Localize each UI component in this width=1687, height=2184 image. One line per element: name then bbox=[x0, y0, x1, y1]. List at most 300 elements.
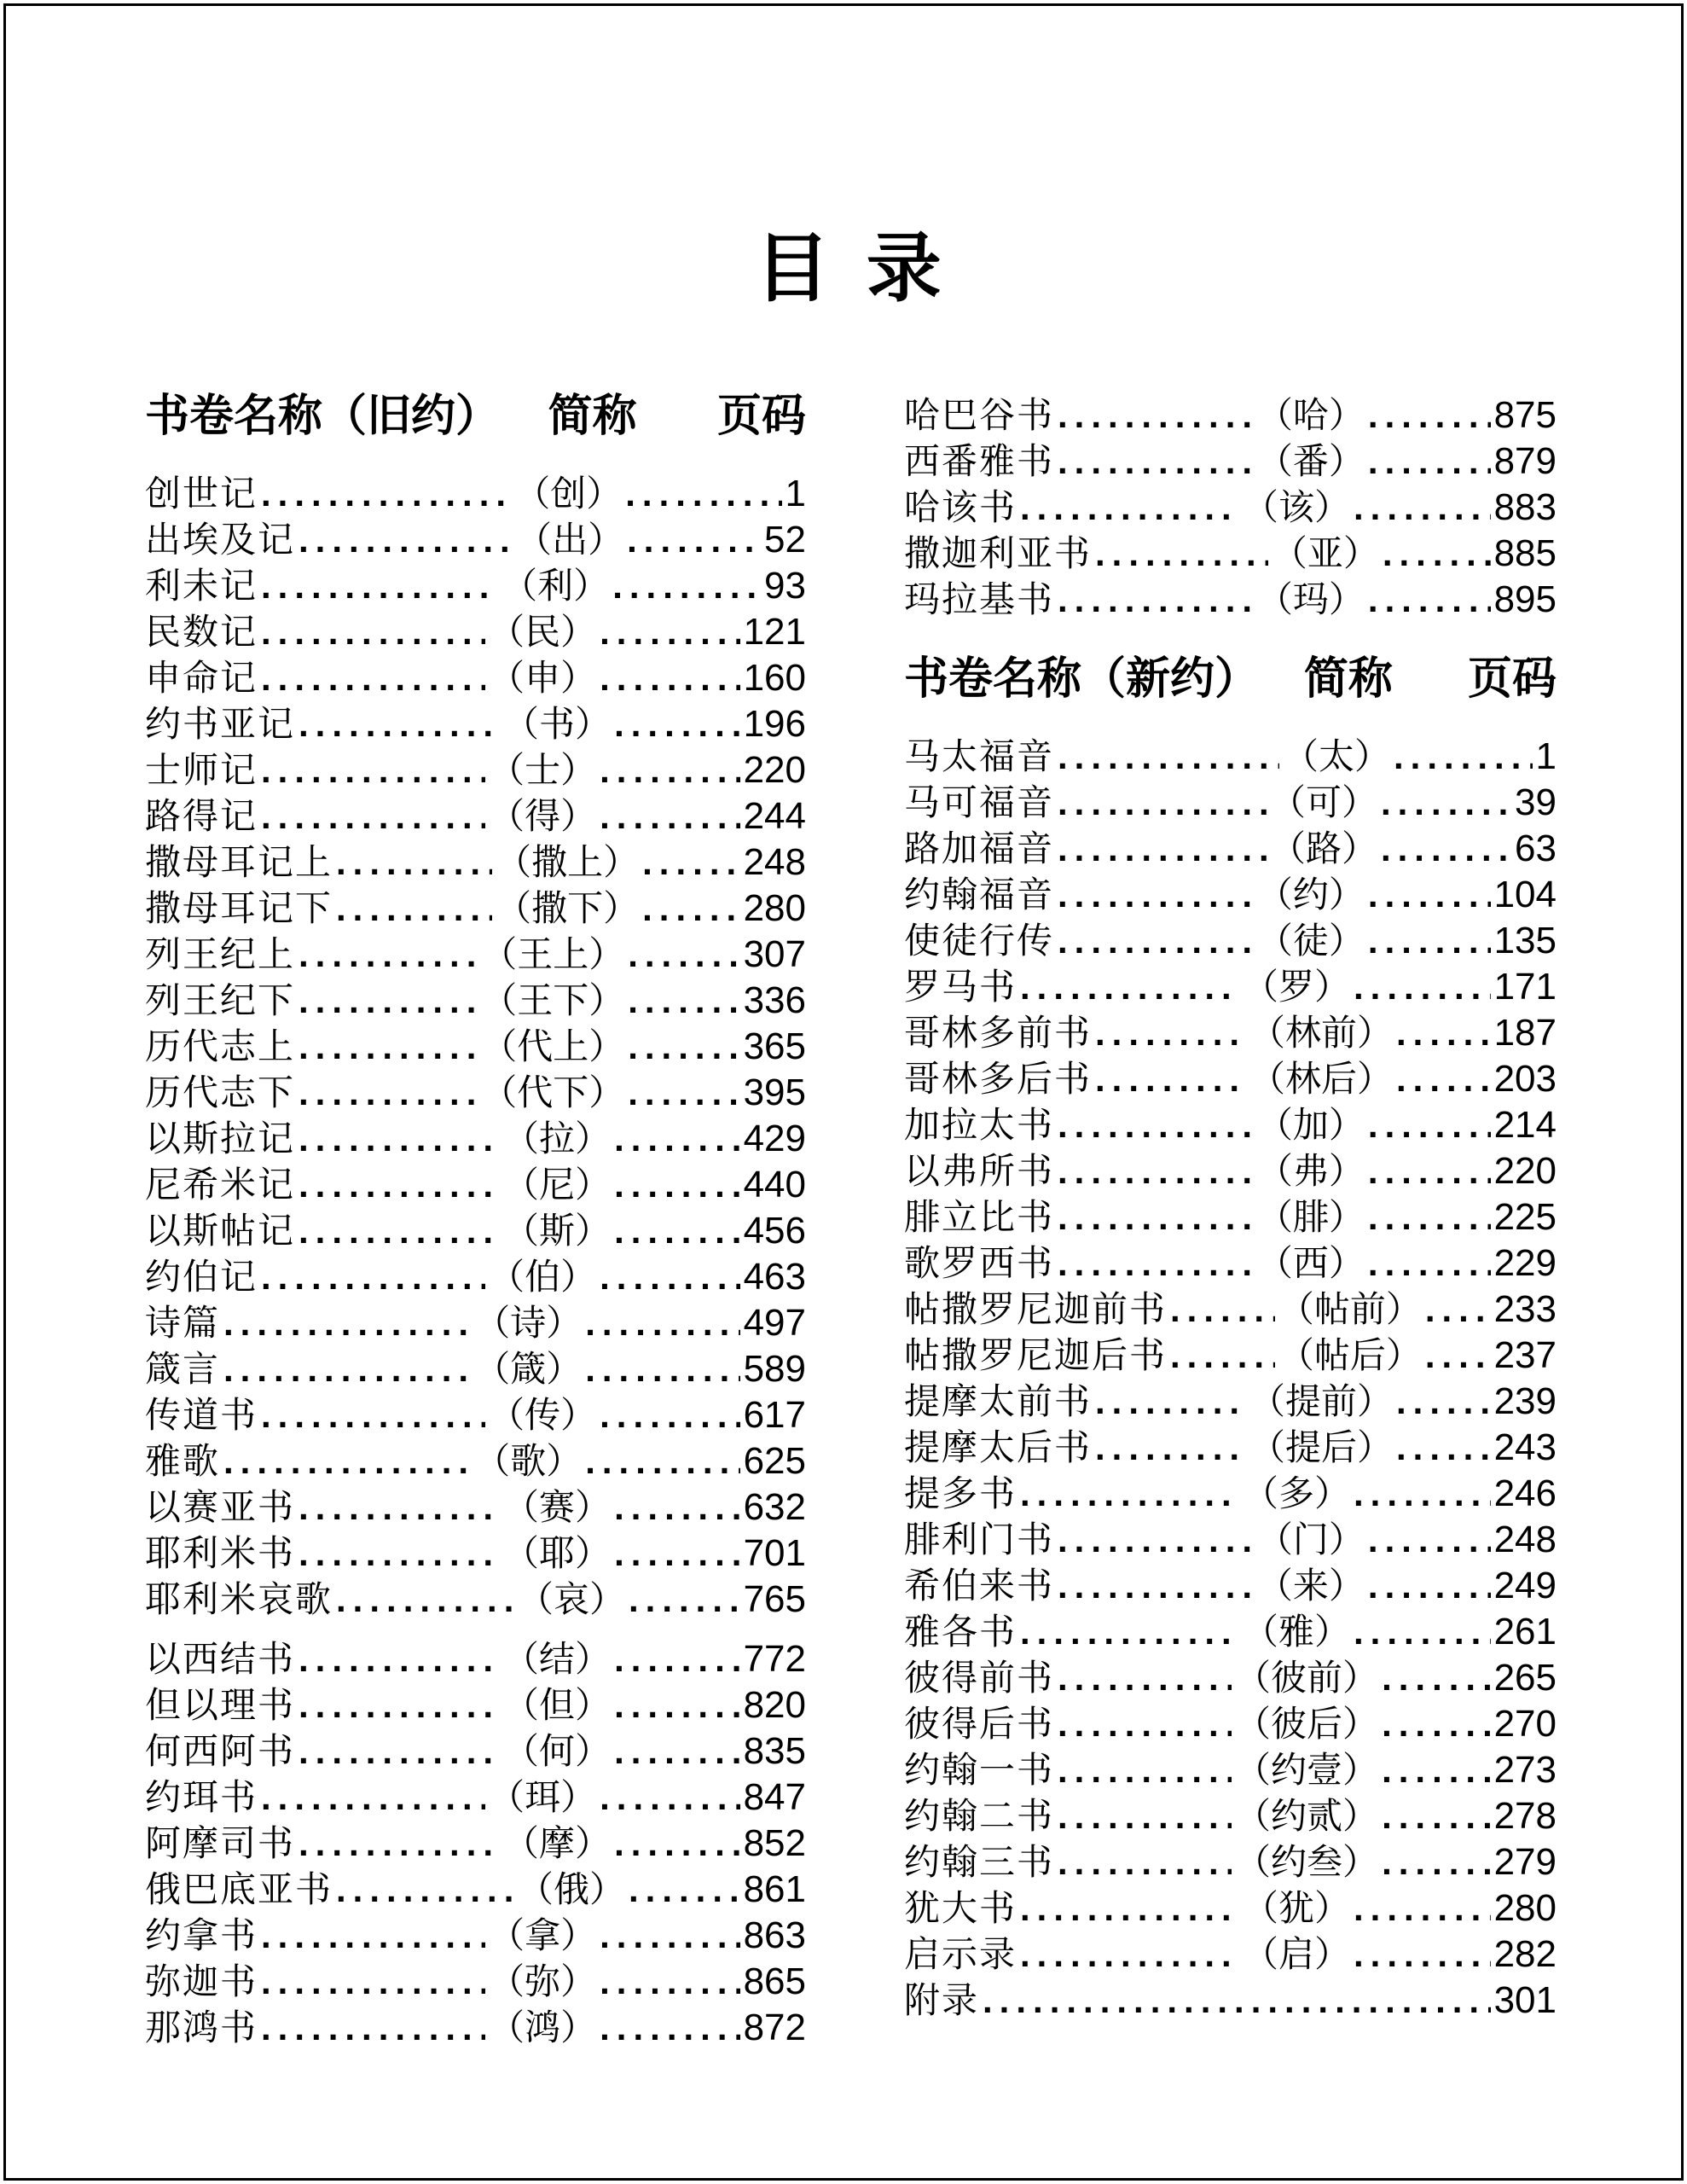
page-number: 395 bbox=[743, 1072, 806, 1113]
dot-leader bbox=[600, 793, 739, 839]
toc-row bbox=[904, 780, 1557, 826]
dot-leader bbox=[1396, 1425, 1491, 1471]
book-abbreviation: （斯） bbox=[503, 1211, 612, 1251]
toc-row bbox=[904, 1885, 1557, 1931]
page-number: 196 bbox=[743, 703, 806, 745]
book-abbreviation: （拉） bbox=[503, 1118, 612, 1159]
dot-leader bbox=[612, 563, 761, 609]
dot-leader bbox=[585, 1438, 739, 1484]
dot-leader bbox=[600, 1959, 739, 2005]
dot-leader bbox=[299, 1208, 500, 1254]
page-number: 885 bbox=[1493, 532, 1557, 574]
page-number: 879 bbox=[1493, 440, 1557, 482]
dot-leader bbox=[261, 609, 485, 655]
book-abbreviation: （书） bbox=[503, 704, 612, 744]
dot-leader bbox=[1396, 1056, 1491, 1102]
book-name: 路加福音 bbox=[904, 828, 1055, 868]
dot-leader bbox=[1020, 1885, 1239, 1931]
book-abbreviation: （拿） bbox=[489, 1915, 597, 1955]
book-abbreviation: （番） bbox=[1256, 441, 1365, 481]
page-number: 270 bbox=[1493, 1703, 1557, 1745]
column-label-abbreviation: 简称 bbox=[548, 390, 637, 442]
book-name: 约书亚记 bbox=[145, 704, 296, 744]
page-number: 895 bbox=[1493, 578, 1557, 620]
book-abbreviation: （弗） bbox=[1256, 1151, 1365, 1191]
book-abbreviation: （约） bbox=[1256, 874, 1365, 915]
dot-leader bbox=[261, 2005, 485, 2051]
dot-leader bbox=[1058, 439, 1254, 485]
book-abbreviation: （何） bbox=[503, 1731, 612, 1771]
dot-leader bbox=[1058, 1148, 1254, 1194]
dot-leader bbox=[629, 1867, 740, 1913]
toc-row bbox=[145, 471, 806, 517]
dot-leader bbox=[261, 747, 485, 793]
page-number: 497 bbox=[743, 1302, 806, 1344]
toc-row bbox=[145, 1821, 806, 1867]
page-number: 701 bbox=[743, 1532, 806, 1574]
dot-leader bbox=[1020, 1931, 1239, 1978]
book-abbreviation: （玛） bbox=[1256, 579, 1365, 619]
book-name: 帖撒罗尼迦前书 bbox=[904, 1289, 1168, 1329]
dot-leader bbox=[1396, 1010, 1491, 1056]
old-testament-list-continued bbox=[904, 392, 1557, 623]
book-name: 尼希米记 bbox=[145, 1165, 296, 1205]
dot-leader bbox=[614, 1636, 740, 1682]
page-number: 307 bbox=[743, 933, 806, 975]
toc-row bbox=[904, 1010, 1557, 1056]
book-abbreviation: （亚） bbox=[1271, 533, 1379, 573]
dot-leader bbox=[1354, 1471, 1491, 1517]
old-testament-list-part2 bbox=[145, 1636, 806, 2051]
page-number: 39 bbox=[1515, 781, 1557, 823]
book-name: 民数记 bbox=[145, 612, 258, 652]
dot-leader bbox=[1058, 1240, 1254, 1287]
book-abbreviation: （创） bbox=[514, 473, 623, 514]
toc-row bbox=[145, 1162, 806, 1208]
toc-row bbox=[145, 1774, 806, 1821]
book-name: 以西结书 bbox=[145, 1639, 296, 1679]
book-abbreviation: （彼前） bbox=[1235, 1658, 1379, 1698]
page-number: 52 bbox=[764, 519, 806, 561]
book-abbreviation: （民） bbox=[489, 612, 597, 652]
old-testament-list-part1 bbox=[145, 471, 806, 1623]
book-name: 腓利门书 bbox=[904, 1519, 1055, 1560]
toc-row bbox=[904, 1287, 1557, 1333]
book-abbreviation: （西） bbox=[1256, 1243, 1365, 1283]
dot-leader bbox=[1368, 1102, 1491, 1148]
dot-leader bbox=[1020, 964, 1239, 1010]
dot-leader bbox=[1058, 1747, 1232, 1793]
dot-leader bbox=[1382, 1793, 1491, 1839]
book-abbreviation: （诗） bbox=[474, 1303, 583, 1343]
dot-leader bbox=[299, 932, 478, 978]
book-name: 哈该书 bbox=[904, 487, 1017, 527]
column-label-page-number: 页码 bbox=[1467, 653, 1557, 705]
dot-leader bbox=[614, 1208, 740, 1254]
book-abbreviation: （伯） bbox=[489, 1257, 597, 1297]
toc-row bbox=[145, 839, 806, 886]
book-abbreviation: （林前） bbox=[1249, 1013, 1393, 1053]
section-header-old-testament bbox=[145, 392, 806, 440]
book-name: 彼得后书 bbox=[904, 1704, 1055, 1744]
book-name: 出埃及记 bbox=[145, 520, 296, 560]
dot-leader bbox=[628, 1070, 739, 1116]
page-number: 160 bbox=[743, 657, 806, 699]
dot-leader bbox=[261, 1913, 485, 1959]
book-name: 歌罗西书 bbox=[904, 1243, 1055, 1283]
book-name: 何西阿书 bbox=[145, 1731, 296, 1771]
toc-row bbox=[904, 439, 1557, 485]
page-number: 214 bbox=[1493, 1104, 1557, 1146]
toc-row bbox=[145, 886, 806, 932]
dot-leader bbox=[625, 471, 781, 517]
page-number: 265 bbox=[1493, 1657, 1557, 1699]
book-abbreviation: （彼后） bbox=[1235, 1704, 1379, 1744]
page-number: 875 bbox=[1493, 394, 1557, 436]
page-number: 820 bbox=[743, 1684, 806, 1726]
dot-leader bbox=[1382, 1839, 1491, 1885]
book-name: 哥林多前书 bbox=[904, 1013, 1093, 1053]
dot-leader bbox=[614, 1531, 740, 1577]
page-number: 440 bbox=[743, 1164, 806, 1205]
book-abbreviation: （加） bbox=[1256, 1105, 1365, 1145]
book-name: 耶利米哀歌 bbox=[145, 1579, 333, 1619]
dot-leader bbox=[1095, 1010, 1246, 1056]
book-name: 历代志上 bbox=[145, 1026, 296, 1066]
dot-leader bbox=[614, 1484, 740, 1531]
dot-leader bbox=[1058, 577, 1254, 623]
book-abbreviation: （珥） bbox=[489, 1777, 597, 1817]
book-name: 历代志下 bbox=[145, 1072, 296, 1112]
toc-row bbox=[904, 1931, 1557, 1978]
toc-row bbox=[145, 1867, 806, 1913]
book-name: 俄巴底亚书 bbox=[145, 1869, 333, 1909]
page-number: 835 bbox=[743, 1730, 806, 1772]
book-abbreviation: （得） bbox=[489, 796, 597, 836]
page-number: 1 bbox=[1535, 735, 1557, 777]
book-name: 以斯拉记 bbox=[145, 1118, 296, 1159]
book-name: 撒迦利亚书 bbox=[904, 533, 1093, 573]
book-abbreviation: （弥） bbox=[489, 1961, 597, 2001]
book-abbreviation: （士） bbox=[489, 750, 597, 790]
dot-leader bbox=[1020, 485, 1239, 531]
page-number: 456 bbox=[743, 1210, 806, 1252]
toc-row bbox=[904, 1839, 1557, 1885]
dot-leader bbox=[614, 1728, 740, 1774]
book-name: 但以理书 bbox=[145, 1685, 296, 1725]
book-abbreviation: （路） bbox=[1269, 828, 1377, 868]
page-number: 243 bbox=[1493, 1426, 1557, 1468]
toc-row bbox=[904, 1240, 1557, 1287]
dot-leader bbox=[1368, 577, 1491, 623]
book-name: 犹大书 bbox=[904, 1888, 1017, 1928]
toc-row bbox=[145, 1254, 806, 1300]
dot-leader bbox=[1368, 1148, 1491, 1194]
toc-row bbox=[145, 1531, 806, 1577]
book-name: 约珥书 bbox=[145, 1777, 258, 1817]
book-abbreviation: （歌） bbox=[474, 1441, 583, 1481]
book-abbreviation: （可） bbox=[1269, 782, 1377, 822]
dot-leader bbox=[1354, 964, 1491, 1010]
book-name: 马太福音 bbox=[904, 736, 1055, 776]
page-number: 248 bbox=[1493, 1519, 1557, 1560]
dot-leader bbox=[1058, 1563, 1254, 1609]
book-abbreviation: （罗） bbox=[1242, 967, 1350, 1007]
book-name: 约拿书 bbox=[145, 1915, 258, 1955]
book-name: 哈巴谷书 bbox=[904, 395, 1055, 435]
toc-row bbox=[145, 609, 806, 655]
toc-row bbox=[904, 1194, 1557, 1240]
book-abbreviation: （王上） bbox=[481, 934, 625, 974]
right-column bbox=[904, 392, 1557, 2051]
book-name: 提摩太后书 bbox=[904, 1427, 1093, 1467]
dot-leader bbox=[223, 1438, 471, 1484]
dot-leader bbox=[1020, 1609, 1239, 1655]
book-abbreviation: （雅） bbox=[1242, 1612, 1350, 1652]
section-header-new-testament bbox=[904, 655, 1557, 703]
dot-leader bbox=[1058, 1194, 1254, 1240]
toc-row bbox=[904, 1102, 1557, 1148]
dot-leader bbox=[600, 1392, 739, 1438]
book-abbreviation: （箴） bbox=[474, 1349, 583, 1389]
toc-row bbox=[145, 563, 806, 609]
page-number: 225 bbox=[1493, 1196, 1557, 1238]
dot-leader bbox=[223, 1346, 471, 1392]
page-number: 765 bbox=[743, 1578, 806, 1620]
dot-leader bbox=[1095, 1425, 1246, 1471]
book-abbreviation: （提后） bbox=[1249, 1427, 1393, 1467]
dot-leader bbox=[1383, 531, 1491, 577]
dot-leader bbox=[614, 1116, 740, 1162]
page-number: 1 bbox=[785, 473, 806, 514]
page-number: 244 bbox=[743, 795, 806, 837]
book-abbreviation: （赛） bbox=[503, 1487, 612, 1527]
book-abbreviation: （犹） bbox=[1242, 1888, 1350, 1928]
toc-row bbox=[904, 1563, 1557, 1609]
book-name: 耶利米书 bbox=[145, 1533, 296, 1573]
book-abbreviation: （撒上） bbox=[496, 842, 640, 882]
toc-row bbox=[904, 1609, 1557, 1655]
book-name: 附录 bbox=[904, 1980, 980, 2020]
dot-leader bbox=[628, 978, 739, 1024]
dot-leader bbox=[299, 1484, 500, 1531]
book-name: 诗篇 bbox=[145, 1303, 221, 1343]
toc-row bbox=[145, 701, 806, 747]
book-abbreviation: （出） bbox=[516, 520, 624, 560]
toc-row bbox=[904, 1655, 1557, 1701]
book-abbreviation: （太） bbox=[1283, 736, 1391, 776]
page-number: 220 bbox=[1493, 1150, 1557, 1192]
toc-columns bbox=[145, 392, 1557, 2051]
dot-leader bbox=[299, 1531, 500, 1577]
page-number: 279 bbox=[1493, 1841, 1557, 1883]
book-name: 罗马书 bbox=[904, 967, 1017, 1007]
toc-row bbox=[904, 1333, 1557, 1379]
column-label-abbreviation: 简称 bbox=[1303, 653, 1393, 705]
dot-leader bbox=[1425, 1333, 1491, 1379]
page-number: 282 bbox=[1493, 1933, 1557, 1975]
dot-leader bbox=[1058, 734, 1279, 780]
dot-leader bbox=[600, 747, 739, 793]
book-abbreviation: （传） bbox=[489, 1395, 597, 1435]
toc-row bbox=[145, 2005, 806, 2051]
book-name: 彼得前书 bbox=[904, 1658, 1055, 1698]
toc-row bbox=[145, 978, 806, 1024]
page-number: 187 bbox=[1493, 1012, 1557, 1054]
dot-leader bbox=[1425, 1287, 1491, 1333]
column-label-book-name-old: 书卷名称（旧约） bbox=[145, 390, 501, 442]
toc-row bbox=[145, 1346, 806, 1392]
dot-leader bbox=[1095, 1056, 1246, 1102]
page-number: 278 bbox=[1493, 1795, 1557, 1837]
toc-row bbox=[904, 1148, 1557, 1194]
page-number: 121 bbox=[743, 611, 806, 653]
book-abbreviation: （代上） bbox=[481, 1026, 625, 1066]
page-number: 632 bbox=[743, 1486, 806, 1528]
dot-leader bbox=[1058, 1655, 1232, 1701]
book-abbreviation: （代下） bbox=[481, 1072, 625, 1112]
book-name: 士师记 bbox=[145, 750, 258, 790]
dot-leader bbox=[1368, 872, 1491, 918]
toc-row bbox=[904, 1747, 1557, 1793]
page-number: 429 bbox=[743, 1118, 806, 1159]
toc-row bbox=[904, 1056, 1557, 1102]
page-number: 589 bbox=[743, 1348, 806, 1390]
toc-row bbox=[145, 1392, 806, 1438]
book-name: 腓立比书 bbox=[904, 1197, 1055, 1237]
dot-leader bbox=[299, 1162, 500, 1208]
dot-leader bbox=[614, 1682, 740, 1728]
book-name: 提摩太前书 bbox=[904, 1381, 1093, 1421]
toc-row bbox=[145, 1024, 806, 1070]
book-abbreviation: （尼） bbox=[503, 1165, 612, 1205]
book-name: 提多书 bbox=[904, 1473, 1017, 1513]
toc-row bbox=[145, 1728, 806, 1774]
dot-leader bbox=[336, 839, 492, 886]
book-abbreviation: （鸿） bbox=[489, 2007, 597, 2048]
dot-leader bbox=[600, 2005, 739, 2051]
dot-leader bbox=[1368, 392, 1491, 439]
toc-row bbox=[904, 1978, 1557, 2024]
left-column bbox=[145, 392, 806, 2051]
book-name: 撒母耳记上 bbox=[145, 842, 333, 882]
book-abbreviation: （申） bbox=[489, 658, 597, 698]
dot-leader bbox=[1382, 1701, 1491, 1747]
dot-leader bbox=[1095, 531, 1268, 577]
book-name: 创世记 bbox=[145, 473, 258, 514]
toc-row bbox=[904, 872, 1557, 918]
dot-leader bbox=[983, 1978, 1491, 2024]
dot-leader bbox=[1058, 1102, 1254, 1148]
dot-leader bbox=[1368, 439, 1491, 485]
book-abbreviation: （来） bbox=[1256, 1565, 1365, 1606]
page-number: 336 bbox=[743, 979, 806, 1021]
book-abbreviation: （耶） bbox=[503, 1533, 612, 1573]
book-name: 帖撒罗尼迦后书 bbox=[904, 1335, 1168, 1375]
page-number: 301 bbox=[1493, 1979, 1557, 2021]
dot-leader bbox=[261, 793, 485, 839]
dot-leader bbox=[299, 1116, 500, 1162]
page-number: 865 bbox=[743, 1960, 806, 2002]
book-name: 约翰福音 bbox=[904, 874, 1055, 915]
dot-leader bbox=[299, 1821, 500, 1867]
toc-row bbox=[904, 577, 1557, 623]
dot-leader bbox=[600, 655, 739, 701]
dot-leader bbox=[600, 1774, 739, 1821]
dot-leader bbox=[585, 1346, 739, 1392]
page-number: 171 bbox=[1493, 966, 1557, 1008]
book-abbreviation: （撒下） bbox=[496, 888, 640, 928]
book-name: 哥林多后书 bbox=[904, 1059, 1093, 1099]
dot-leader bbox=[627, 517, 761, 563]
toc-row bbox=[145, 1959, 806, 2005]
page-number: 625 bbox=[743, 1440, 806, 1482]
dot-leader bbox=[1368, 1563, 1491, 1609]
dot-leader bbox=[628, 932, 739, 978]
book-abbreviation: （帖前） bbox=[1278, 1289, 1422, 1329]
book-name: 马可福音 bbox=[904, 782, 1055, 822]
dot-leader bbox=[1058, 918, 1254, 964]
toc-row bbox=[145, 793, 806, 839]
dot-leader bbox=[1381, 826, 1511, 872]
page-number: 847 bbox=[743, 1776, 806, 1818]
dot-leader bbox=[299, 978, 478, 1024]
book-name: 以斯帖记 bbox=[145, 1211, 296, 1251]
dot-leader bbox=[1382, 1655, 1491, 1701]
page-number: 273 bbox=[1493, 1749, 1557, 1791]
dot-leader bbox=[261, 1254, 485, 1300]
dot-leader bbox=[600, 1254, 739, 1300]
page-number: 104 bbox=[1493, 874, 1557, 915]
book-name: 利未记 bbox=[145, 566, 258, 606]
book-abbreviation: （腓） bbox=[1256, 1197, 1365, 1237]
toc-row bbox=[904, 392, 1557, 439]
dot-leader bbox=[1396, 1379, 1491, 1425]
page-number: 365 bbox=[743, 1025, 806, 1067]
page-number: 233 bbox=[1493, 1288, 1557, 1330]
dot-leader bbox=[642, 839, 739, 886]
toc-row bbox=[145, 1913, 806, 1959]
book-name: 以弗所书 bbox=[904, 1151, 1055, 1191]
dot-leader bbox=[1382, 1747, 1491, 1793]
book-abbreviation: （该） bbox=[1242, 487, 1350, 527]
dot-leader bbox=[1020, 1471, 1239, 1517]
dot-leader bbox=[336, 1577, 514, 1623]
book-name: 阿摩司书 bbox=[145, 1823, 296, 1863]
toc-row bbox=[145, 1682, 806, 1728]
dot-leader bbox=[600, 609, 739, 655]
book-name: 那鸿书 bbox=[145, 2007, 258, 2048]
dot-leader bbox=[629, 1577, 740, 1623]
dot-leader bbox=[1058, 826, 1267, 872]
page-number: 883 bbox=[1493, 486, 1557, 528]
dot-leader bbox=[1170, 1287, 1275, 1333]
dot-leader bbox=[600, 1913, 739, 1959]
toc-row bbox=[904, 1471, 1557, 1517]
dot-leader bbox=[336, 1867, 514, 1913]
page-number: 617 bbox=[743, 1394, 806, 1436]
book-name: 弥迦书 bbox=[145, 1961, 258, 2001]
book-abbreviation: （摩） bbox=[503, 1823, 612, 1863]
book-name: 雅各书 bbox=[904, 1612, 1017, 1652]
book-name: 箴言 bbox=[145, 1349, 221, 1389]
page-number: 203 bbox=[1493, 1058, 1557, 1100]
dot-leader bbox=[1394, 734, 1533, 780]
toc-row bbox=[145, 1070, 806, 1116]
book-name: 路得记 bbox=[145, 796, 258, 836]
page-number: 772 bbox=[743, 1638, 806, 1680]
toc-row bbox=[145, 1116, 806, 1162]
